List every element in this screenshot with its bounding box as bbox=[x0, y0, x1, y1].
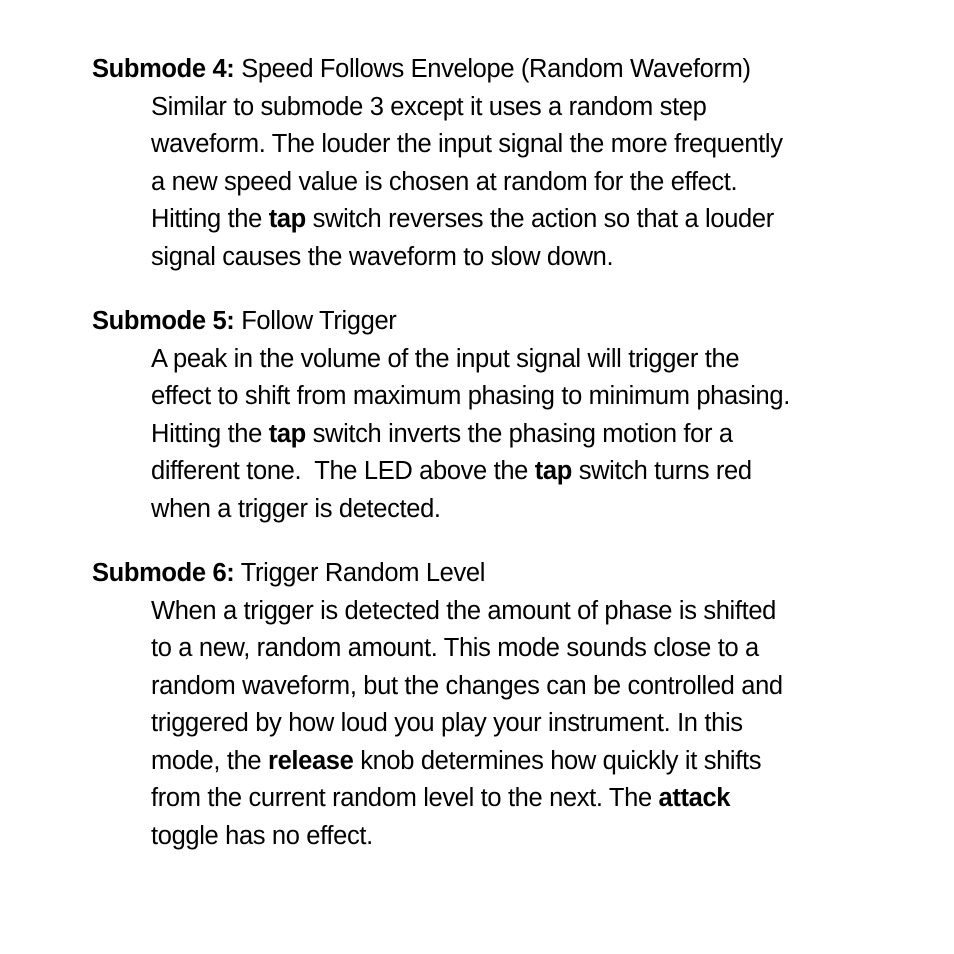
body-line bbox=[151, 743, 911, 781]
body-line bbox=[151, 491, 911, 529]
text-run: from the current random level to the next. The bbox=[151, 784, 659, 812]
body-line bbox=[151, 630, 911, 668]
body-line bbox=[151, 668, 911, 706]
text-run: toggle has no effect. bbox=[151, 821, 373, 850]
section-title: Speed Follows Envelope (Random Waveform) bbox=[241, 55, 751, 83]
body-line bbox=[151, 416, 911, 454]
body-line bbox=[151, 89, 911, 127]
section-heading bbox=[92, 51, 932, 89]
text-run: Similar to submode 3 except it uses a random step bbox=[151, 92, 707, 121]
text-run: when a trigger is detected. bbox=[151, 494, 441, 523]
text-run: to a new, random amount. This mode sounds close to a bbox=[151, 634, 759, 662]
text-run: signal causes the waveform to slow down. bbox=[151, 242, 614, 271]
section-label: Submode 4: bbox=[92, 55, 235, 83]
section-body bbox=[151, 89, 911, 277]
body-line bbox=[151, 705, 911, 743]
body-line bbox=[151, 593, 911, 631]
body-line bbox=[151, 126, 911, 164]
section-heading bbox=[92, 303, 932, 341]
bold-term: tap bbox=[268, 419, 306, 448]
text-run: Hitting the bbox=[151, 205, 269, 233]
submode-5-section bbox=[92, 303, 932, 528]
section-title: Follow Trigger bbox=[241, 307, 397, 335]
section-body bbox=[151, 341, 911, 529]
body-line bbox=[151, 780, 911, 818]
text-run: random waveform, but the changes can be controlled and bbox=[151, 671, 783, 700]
bold-term: attack bbox=[658, 784, 731, 812]
text-run: waveform. The louder the input signal the more frequently bbox=[151, 130, 783, 158]
bold-term: tap bbox=[268, 205, 306, 233]
bold-term: release bbox=[268, 746, 354, 775]
text-run: switch reverses the action so that a louder bbox=[305, 205, 774, 233]
document-page bbox=[92, 51, 932, 882]
text-run: mode, the bbox=[151, 746, 268, 775]
text-run: effect to shift from maximum phasing to minimum phasing. bbox=[151, 382, 790, 410]
body-line bbox=[151, 453, 911, 491]
text-run: Hitting the bbox=[151, 419, 269, 448]
text-run: switch turns red bbox=[571, 457, 752, 485]
body-line bbox=[151, 378, 911, 416]
text-run: triggered by how loud you play your instrument. In this bbox=[151, 709, 743, 737]
section-label: Submode 6: bbox=[92, 559, 235, 587]
body-line bbox=[151, 239, 911, 277]
body-line bbox=[151, 164, 911, 202]
text-run: knob determines how quickly it shifts bbox=[353, 746, 762, 775]
section-title: Trigger Random Level bbox=[240, 559, 486, 587]
text-run: When a trigger is detected the amount of phase is shifted bbox=[151, 596, 777, 625]
submode-4-section bbox=[92, 51, 932, 276]
section-heading bbox=[92, 555, 932, 593]
submode-6-section bbox=[92, 555, 932, 855]
body-line bbox=[151, 201, 911, 239]
body-line bbox=[151, 818, 911, 856]
text-run: a new speed value is chosen at random for the effect. bbox=[151, 167, 738, 196]
text-run: different tone. The LED above the bbox=[151, 457, 535, 485]
section-body bbox=[151, 593, 911, 856]
bold-term: tap bbox=[534, 457, 572, 485]
body-line bbox=[151, 341, 911, 379]
section-label: Submode 5: bbox=[92, 307, 235, 335]
text-run: switch inverts the phasing motion for a bbox=[305, 419, 733, 448]
text-run: A peak in the volume of the input signal will trigger the bbox=[151, 344, 740, 373]
